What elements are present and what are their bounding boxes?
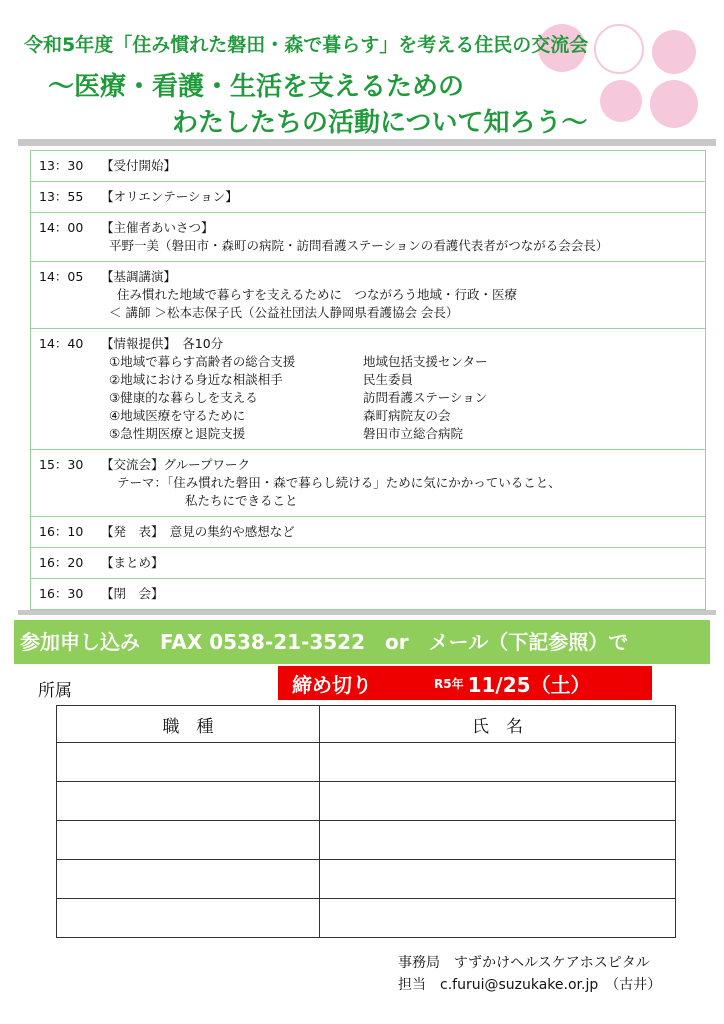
- schedule-row: [31, 579, 706, 610]
- info-list: [39, 353, 697, 443]
- name-cell[interactable]: [320, 860, 676, 899]
- deadline-badge: [278, 666, 652, 700]
- lecture-title: 住み慣れた地域で暮らすを支えるために つながろう地域・行政・医療: [117, 287, 518, 302]
- schedule-time: 13：55: [39, 189, 84, 204]
- workshop-theme-cont: 私たちにできること: [185, 493, 298, 508]
- info-org: 訪問看護ステーション: [363, 390, 488, 405]
- schedule-label: 【まとめ】: [101, 555, 164, 570]
- lecturer: ＜ 講師 ＞松本志保子氏（公益社団法人静岡県看護協会 会長）: [109, 305, 459, 320]
- office-name: 事務局 すずかけヘルスケアホスピタル: [398, 955, 650, 971]
- schedule-time: 14：05: [39, 269, 84, 284]
- schedule-time: 13：30: [39, 158, 84, 173]
- schedule-time: 16：20: [39, 555, 84, 570]
- form-row: [57, 821, 676, 860]
- application-form: [56, 705, 676, 938]
- schedule-time: 15：30: [39, 457, 84, 472]
- schedule-time: 14：00: [39, 220, 84, 235]
- decorative-circle: [594, 24, 644, 74]
- schedule-row: [31, 548, 706, 579]
- schedule-label: 【情報提供】 各10分: [101, 336, 224, 351]
- schedule-time: 16：30: [39, 586, 84, 601]
- info-org: 民生委員: [363, 372, 414, 387]
- schedule-row: [31, 517, 706, 548]
- job-cell[interactable]: [57, 899, 320, 938]
- name-cell[interactable]: [320, 782, 676, 821]
- deadline-date: 11/25（土）: [467, 672, 591, 697]
- schedule-row: [31, 450, 706, 517]
- divider-bottom: [18, 610, 716, 615]
- workshop-theme: テーマ：「住み慣れた磐田・森で暮らし続ける」ために気にかかっていること、: [117, 475, 561, 490]
- form-row: [57, 782, 676, 821]
- office-person: 担当 c.furui@suzukake.or.jp （古井）: [398, 977, 662, 993]
- schedule-row: [31, 262, 706, 329]
- info-org: 磐田市立総合病院: [363, 426, 464, 441]
- job-cell[interactable]: [57, 743, 320, 782]
- info-topic: ④地域医療を守るために: [109, 408, 246, 423]
- job-cell[interactable]: [57, 782, 320, 821]
- schedule-label: 【オリエンテーション】: [101, 189, 238, 204]
- schedule-label: 【受付開始】: [101, 158, 177, 173]
- schedule-row: [31, 182, 706, 213]
- schedule-label: 【交流会】グループワーク: [101, 457, 251, 472]
- form-row: [57, 899, 676, 938]
- form-row: [57, 743, 676, 782]
- deadline-label: 締め切り: [292, 672, 372, 697]
- info-topic: ②地域における身近な相談相手: [109, 372, 283, 387]
- schedule-row: [31, 213, 706, 262]
- office-contact: [398, 952, 661, 996]
- schedule-table: [30, 150, 706, 610]
- name-cell[interactable]: [320, 821, 676, 860]
- decorative-circle: [650, 80, 698, 128]
- info-topic: ③健康的な暮らしを支える: [109, 390, 258, 405]
- name-cell[interactable]: [320, 743, 676, 782]
- schedule-label: 【主催者あいさつ】: [101, 220, 214, 235]
- event-subtitle-line1: ～医療・看護・生活を支えるための: [48, 72, 465, 102]
- schedule-label: 【基調講演】: [101, 269, 177, 284]
- schedule-label: 【閉 会】: [101, 586, 164, 601]
- name-cell[interactable]: [320, 899, 676, 938]
- name-column-header: 氏 名: [320, 706, 676, 743]
- schedule-row: [31, 329, 706, 450]
- schedule-row: [31, 151, 706, 182]
- info-topic: ⑤急性期医療と退院支援: [109, 426, 246, 441]
- schedule-time: 14：40: [39, 336, 84, 351]
- form-row: [57, 860, 676, 899]
- info-org: 地域包括支援センター: [363, 354, 488, 369]
- info-org: 森町病院友の会: [363, 408, 451, 423]
- job-column-header: 職 種: [57, 706, 320, 743]
- decorative-circle: [600, 80, 642, 122]
- event-subtitle-line2: わたしたちの活動について知ろう～: [172, 108, 588, 138]
- job-cell[interactable]: [57, 860, 320, 899]
- job-cell[interactable]: [57, 821, 320, 860]
- schedule-time: 16：10: [39, 524, 84, 539]
- deadline-era: R5年: [434, 676, 464, 691]
- schedule-label: 【発 表】 意見の集約や感想など: [101, 524, 295, 539]
- greeting-speaker: 平野一美（磐田市・森町の病院・訪問看護ステーションの看護代表者がつながる会会長）: [109, 238, 609, 253]
- decorative-circle: [652, 30, 696, 74]
- info-topic: ①地域で暮らす高齢者の総合支援: [109, 354, 296, 369]
- application-banner: 参加申し込み FAX 0538-21-3522 or メール（下記参照）で: [14, 620, 710, 664]
- event-title: 令和5年度「住み慣れた磐田・森で暮らす」を考える住民の交流会: [24, 34, 589, 56]
- affiliation-label: 所属: [38, 681, 72, 701]
- divider-top: [18, 139, 716, 146]
